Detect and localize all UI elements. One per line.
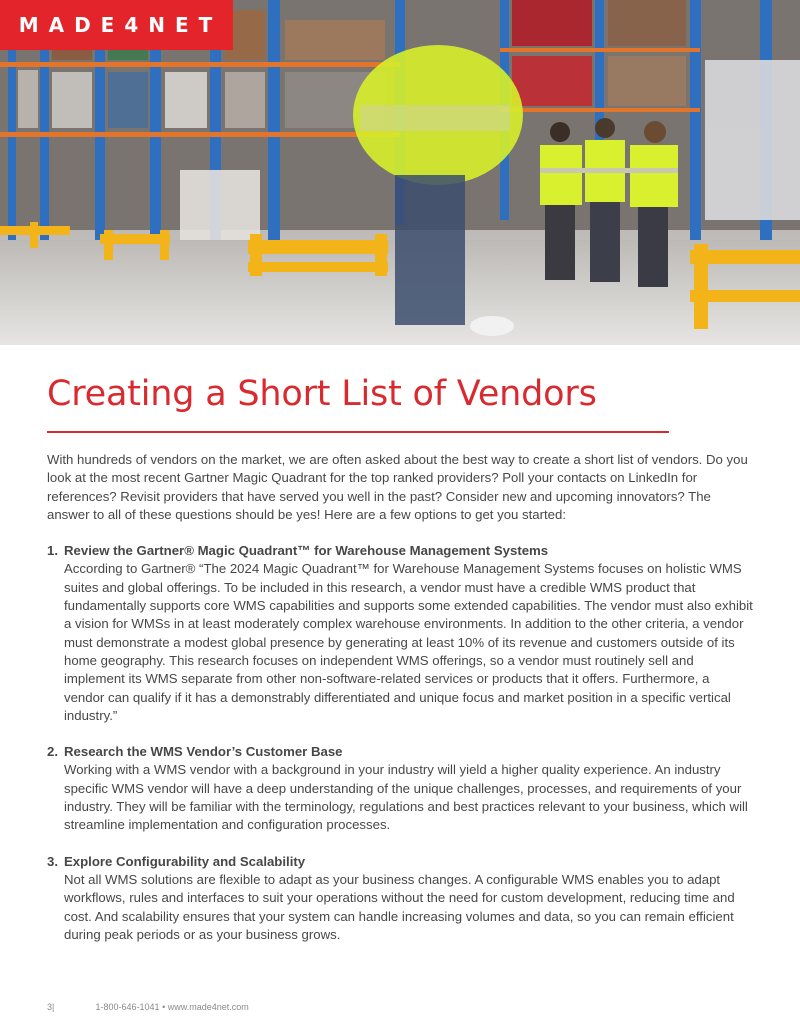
list-item-heading: Explore Configurability and Scalability [64, 853, 306, 869]
page-footer [47, 1002, 249, 1012]
page-title: Creating a Short List of Vendors [47, 374, 597, 414]
list-item [47, 542, 753, 725]
list-item-body [64, 542, 753, 725]
list-item-heading: Review the Gartner® Magic Quadrant™ for Warehouse Management Systems [64, 543, 549, 559]
footer-website-link[interactable]: www.made4net.com [167, 1002, 249, 1012]
warehouse-scene [0, 0, 800, 345]
list-item-number: 3. [47, 853, 58, 869]
list-item [47, 743, 753, 834]
footer-separator: • [162, 1002, 166, 1012]
list-item-number: 1. [47, 543, 58, 559]
article-body [47, 451, 753, 962]
hero-warehouse-photo [0, 0, 800, 345]
list-item-heading: Research the WMS Vendor’s Customer Base [64, 744, 343, 760]
footer-phone: 1-800-646-1041 [95, 1002, 160, 1012]
list-item-text: According to Gartner® “The 2024 Magic Quadrant™ for Warehouse Management Systems focuses on holistic WMS suites and global offerings. To be included in this research, a vendor must have a credible WMS product that fundamentally supports core WMS capabilities and supports some extended capabilities. The vendor must also exhibit a vision for WMSs in at least moderately complex warehouse environments. In addition to the other criteria, a vendor must demonstrate a modest global presence by generating at least 10% of its revenue and customers outside of its home geography. This research focuses on independent WMS offerings, so a vendor must routinely sell and implement its WMS separate from other non-software-related services or products that it offers. Furthermore, a vendor can qualify if it has a demonstrably differentiated and unique focus and market position in a specific vertical industry.” [64, 561, 753, 723]
intro-paragraph: With hundreds of vendors on the market, we are often asked about the best way to create a short list of vendors. Do you look at the most recent Gartner Magic Quadrant for the top ranked providers? Poll your contacts on LinkedIn for references? Revisit providers that have served you well in the past? Consider new and upcoming innovators? The answer to all of these questions should be yes! Here are a few options to get you started: [47, 452, 748, 522]
title-divider [47, 431, 669, 433]
list-item-number: 2. [47, 744, 58, 760]
made4net-logo [0, 0, 233, 50]
list-item-text: Not all WMS solutions are flexible to adapt as your business changes. A configurable WMS enables you to adapt workflows, rules and interfaces to suit your operations without the need for custom development, reducing time and cost. And scalability ensures that your system can handle increasing volumes and data, so you can remain efficient during peak periods or as your business grows. [64, 871, 735, 942]
list-item-body [64, 743, 753, 834]
list-item [47, 853, 753, 944]
page-number: 3| [47, 1002, 55, 1012]
list-item-text: Working with a WMS vendor with a background in your industry will yield a higher quality experience. An industry specific WMS vendor will have a deep understanding of the unique challenges, processes, and requirements of your industry. They will be familiar with the terminology, regulations and best practices relevant to your business, which will streamline implementation and configuration processes. [64, 762, 748, 833]
logo-text: MADE4NET [18, 13, 223, 37]
list-item-body [64, 853, 753, 944]
